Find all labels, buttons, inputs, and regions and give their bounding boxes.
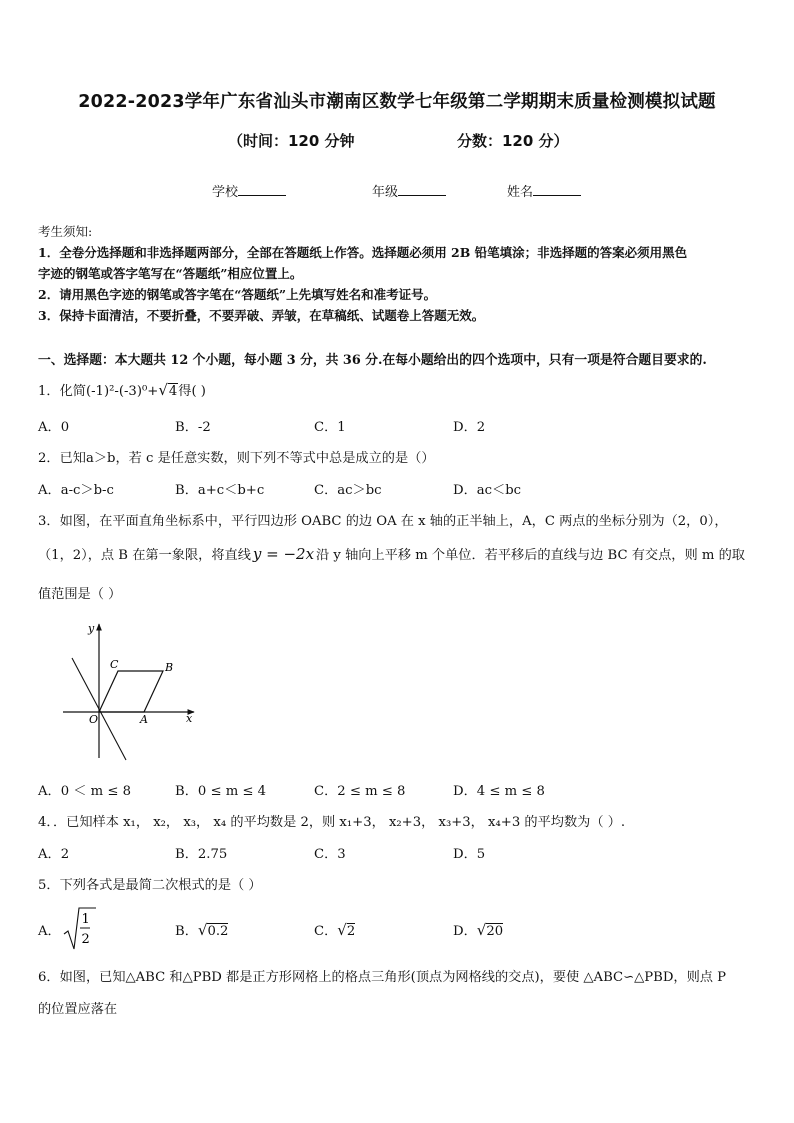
svg-text:1: 1 bbox=[81, 912, 90, 927]
q3-equation: y = −2x bbox=[252, 545, 315, 563]
question-5: 5．下列各式是最简二次根式的是（ ） bbox=[38, 878, 262, 893]
q4-option-b[interactable]: B．2.75 bbox=[175, 847, 228, 862]
q1-option-b[interactable]: B．-2 bbox=[175, 420, 211, 435]
q3-option-b[interactable]: B．0 ≤ m ≤ 4 bbox=[175, 784, 267, 799]
question-3-line-2: （1，2），点 B 在第一象限，将直线 y = −2x 沿 y 轴向上平移 m 个单位．若平移后的直线与边 BC 有交点，则 m 的取 bbox=[38, 545, 745, 563]
question-3-line-3: 值范围是（ ） bbox=[38, 587, 122, 602]
notice-item-2: 2．请用黑色字迹的钢笔或答字笔在“答题纸”上先填写姓名和准考证号。 bbox=[38, 287, 437, 302]
q2-option-a[interactable]: A．a-c＞b-c bbox=[38, 483, 114, 498]
q1-option-c[interactable]: C．1 bbox=[314, 420, 346, 435]
notice-item-1-cont: 字迹的钢笔或答字笔写在“答题纸”相应位置上。 bbox=[38, 266, 303, 281]
grade-label: 年级 bbox=[372, 185, 399, 200]
exam-title: 2022-2023学年广东省汕头市潮南区数学七年级第二学期期末质量检测模拟试题 bbox=[78, 92, 716, 112]
q2-option-b[interactable]: B．a+c＜b+c bbox=[175, 483, 265, 498]
label-a: A bbox=[140, 713, 148, 726]
sqrt-icon: √ bbox=[476, 921, 487, 939]
name-field bbox=[507, 181, 581, 200]
name-blank[interactable] bbox=[533, 183, 581, 196]
q1-option-d[interactable]: D．2 bbox=[453, 420, 486, 435]
time-label: （时间：120 分钟 bbox=[228, 132, 355, 150]
label-c: C bbox=[110, 658, 119, 671]
grade-field bbox=[372, 181, 446, 200]
q3-option-d[interactable]: D．4 ≤ m ≤ 8 bbox=[453, 784, 545, 799]
question-6-line-2: 的位置应落在 bbox=[38, 1002, 118, 1017]
school-blank[interactable] bbox=[238, 183, 286, 196]
q5-option-b[interactable]: B．√0.2 bbox=[175, 921, 229, 939]
question-4: 4．．已知样本 x₁， x₂， x₃， x₄ 的平均数是 2，则 x₁+3， x₂+3， x₃+3， x₄+3 的平均数为（ ）. bbox=[38, 815, 626, 830]
question-2: 2．已知a＞b，若 c 是任意实数，则下列不等式中总是成立的是（） bbox=[38, 451, 435, 466]
label-o: O bbox=[89, 713, 99, 726]
q1-option-a[interactable]: A．0 bbox=[38, 420, 70, 435]
score-label: 分数：120 分） bbox=[457, 132, 569, 150]
section-heading: 一、选择题：本大题共 12 个小题，每小题 3 分，共 36 分.在每小题给出的四个选项中，只有一项是符合题目要求的. bbox=[38, 353, 707, 368]
school-label: 学校 bbox=[212, 185, 239, 200]
q5-option-c[interactable]: C．√2 bbox=[314, 921, 356, 939]
name-label: 姓名 bbox=[507, 185, 534, 200]
school-field bbox=[212, 181, 286, 200]
q4-option-d[interactable]: D．5 bbox=[453, 847, 486, 862]
q1-sqrt: √4 bbox=[158, 381, 178, 399]
q1-suffix: 得( ) bbox=[178, 384, 206, 399]
q1-prefix: 1．化简 bbox=[38, 384, 86, 399]
q2-option-c[interactable]: C．ac＞bc bbox=[314, 483, 382, 498]
sqrt-fraction-icon bbox=[62, 906, 98, 952]
grade-blank[interactable] bbox=[398, 183, 446, 196]
parallelogram-oabc bbox=[99, 671, 163, 712]
q2-option-d[interactable]: D．ac＜bc bbox=[453, 483, 522, 498]
notice-heading: 考生须知: bbox=[38, 224, 93, 239]
q4-option-c[interactable]: C．3 bbox=[314, 847, 346, 862]
sqrt-icon: √ bbox=[337, 921, 347, 939]
q3-option-c[interactable]: C．2 ≤ m ≤ 8 bbox=[314, 784, 406, 799]
question-1 bbox=[38, 380, 206, 399]
question-3-line-1: 3．如图，在平面直角坐标系中，平行四边形 OABC 的边 OA 在 x 轴的正半轴上，A，C 两点的坐标分别为（2，0）， bbox=[38, 514, 728, 529]
q3-figure bbox=[58, 618, 208, 764]
sqrt-icon: √ bbox=[197, 921, 208, 939]
label-b: B bbox=[165, 661, 174, 674]
q1-expr: (-1)²-(-3)⁰+ bbox=[85, 384, 159, 399]
label-y: y bbox=[88, 622, 95, 635]
label-x: x bbox=[186, 712, 193, 725]
question-6-line-1: 6．如图，已知△ABC 和△PBD 都是正方形网格上的格点三角形(顶点为网格线的交点)，要使 △ABC∽△PBD，则点 P bbox=[38, 970, 727, 985]
q5-option-d[interactable]: D．√20 bbox=[453, 921, 504, 939]
q4-option-a[interactable]: A．2 bbox=[38, 847, 70, 862]
notice-item-3: 3．保持卡面清洁，不要折叠，不要弄破、弄皱，在草稿纸、试题卷上答题无效。 bbox=[38, 308, 485, 323]
q3-option-a[interactable]: A．0 ＜ m ≤ 8 bbox=[38, 784, 132, 799]
sqrt-icon: √ bbox=[158, 381, 168, 399]
notice-item-1: 1．全卷分选择题和非选择题两部分，全部在答题纸上作答。选择题必须用 2B 铅笔填涂；非选择题的答案必须用黑色 bbox=[38, 245, 688, 260]
svg-text:2: 2 bbox=[81, 932, 90, 947]
